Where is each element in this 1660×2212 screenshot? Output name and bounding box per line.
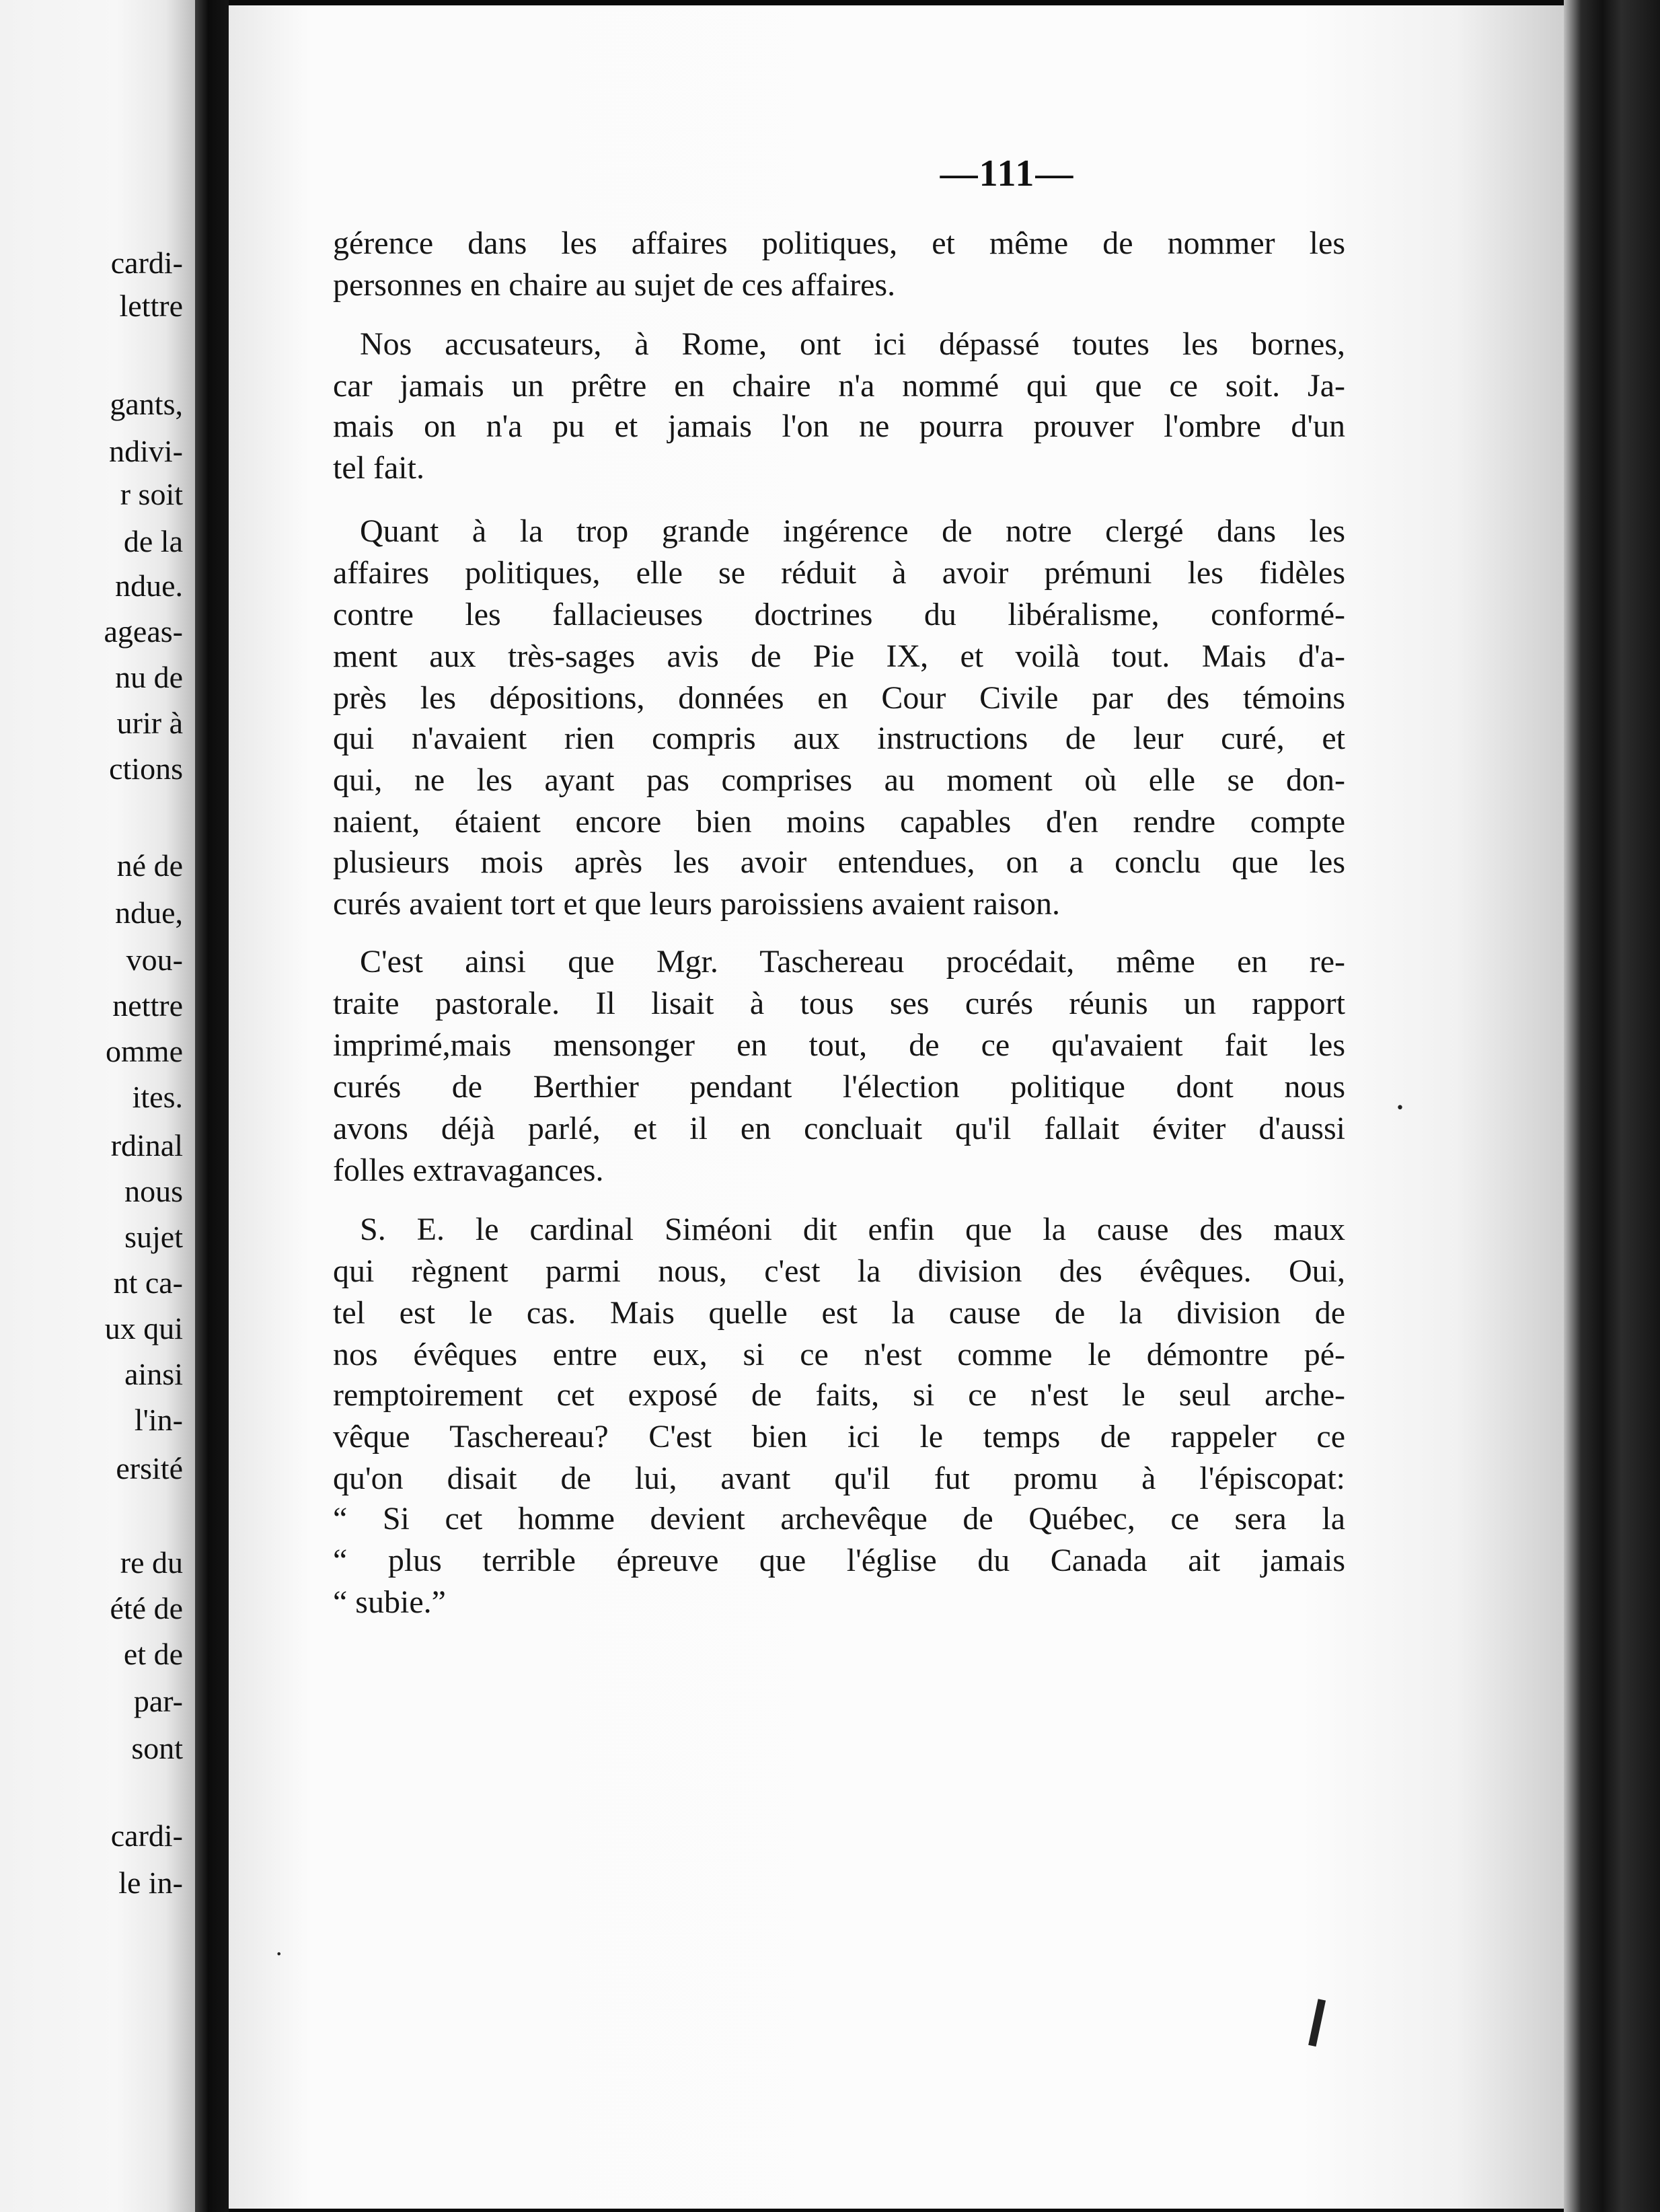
facing-page-text: omme: [106, 1034, 183, 1068]
text-line: affaires politiques, elle se réduit à avoir prémuni les fidèles: [333, 555, 1345, 591]
facing-page-text: l'in-: [134, 1403, 183, 1437]
text-line: curés avaient tort et que leurs paroissiens avaient raison.: [333, 886, 1060, 922]
ink-speck: ❙: [1293, 1987, 1343, 2051]
text-line: près les dépositions, données en Cour Civile par des témoins: [333, 680, 1345, 716]
facing-page-text: nettre: [112, 988, 183, 1023]
facing-page-text: re du: [120, 1545, 183, 1580]
text-line: curés de Berthier pendant l'élection politique dont nous: [333, 1069, 1345, 1105]
facing-page-text: ersité: [116, 1451, 183, 1485]
facing-page-text: par-: [133, 1684, 183, 1718]
facing-page-text: urir à: [116, 706, 183, 740]
facing-page-text: ndivi-: [109, 434, 183, 468]
book-page: [229, 5, 1564, 2209]
facing-page-text: ndue,: [115, 895, 183, 930]
text-line: contre les fallacieuses doctrines du libéralisme, conformé-: [333, 597, 1345, 632]
text-line: traite pastorale. Il lisait à tous ses curés réunis un rapport: [333, 986, 1345, 1021]
facing-page-text: été de: [110, 1591, 183, 1625]
text-line: gérence dans les affaires politiques, et même de nommer les: [333, 225, 1345, 261]
facing-page-text: r soit: [120, 477, 183, 511]
facing-page-text: ainsi: [124, 1357, 183, 1391]
facing-page-text: cardi-: [110, 246, 183, 280]
facing-page-text: gants,: [110, 387, 183, 421]
facing-page-text: lettre: [119, 289, 183, 323]
facing-page-text: cardi-: [110, 1818, 183, 1853]
text-line: Nos accusateurs, à Rome, ont ici dépassé toutes les bornes,: [360, 326, 1345, 362]
facing-page-text: nt ca-: [113, 1265, 183, 1300]
text-line: plusieurs mois après les avoir entendues, on a conclu que les: [333, 844, 1345, 880]
text-line: remptoirement cet exposé de faits, si ce n'est le seul arche-: [333, 1377, 1345, 1413]
text-line: tel est le cas. Mais quelle est la cause de la division de: [333, 1295, 1345, 1331]
page-number: —111—: [940, 153, 1075, 194]
text-line: naient, étaient encore bien moins capables d'en rendre compte: [333, 804, 1345, 840]
ink-speck: •: [276, 1948, 282, 1960]
facing-page-text: ites.: [132, 1080, 183, 1114]
text-line: mais on n'a pu et jamais l'on ne pourra prouver l'ombre d'un: [333, 408, 1345, 444]
text-line: qui règnent parmi nous, c'est la division des évêques. Oui,: [333, 1253, 1345, 1289]
text-line: “ plus terrible épreuve que l'église du Canada ait jamais: [333, 1543, 1345, 1578]
facing-page-text: sont: [131, 1731, 183, 1765]
facing-page-text: vou-: [126, 943, 183, 977]
text-line: S. E. le cardinal Siméoni dit enfin que la cause des maux: [360, 1212, 1345, 1247]
text-line: vêque Taschereau? C'est bien ici le temps de rappeler ce: [333, 1419, 1345, 1454]
facing-page-text: ndue.: [115, 568, 183, 603]
facing-page-text: ux qui: [104, 1311, 183, 1345]
text-line: Quant à la trop grande ingérence de notre clergé dans les: [360, 513, 1345, 549]
facing-page-text: ageas-: [104, 614, 183, 649]
text-line: nos évêques entre eux, si ce n'est comme le démontre pé-: [333, 1337, 1345, 1372]
text-line: personnes en chaire au sujet de ces affaires.: [333, 267, 896, 303]
text-line: qu'on disait de lui, avant qu'il fut promu à l'épiscopat:: [333, 1461, 1345, 1496]
facing-page-fragment: [0, 0, 195, 2212]
text-line: ment aux très-sages avis de Pie IX, et voilà tout. Mais d'a-: [333, 638, 1345, 674]
facing-page-text: de la: [123, 524, 183, 558]
facing-page-text: nu de: [115, 660, 183, 694]
facing-page-text: sujet: [124, 1220, 183, 1254]
text-line: “ Si cet homme devient archevêque de Québec, ce sera la: [333, 1501, 1345, 1537]
facing-page-text: et de: [123, 1637, 183, 1671]
text-line: qui n'avaient rien compris aux instructions de leur curé, et: [333, 721, 1345, 756]
text-line: folles extravagances.: [333, 1152, 604, 1188]
text-line: “ subie.”: [333, 1584, 446, 1620]
text-line: car jamais un prêtre en chaire n'a nommé qui que ce soit. Ja-: [333, 368, 1345, 404]
book-gutter: [195, 0, 229, 2212]
facing-page-text: nous: [124, 1174, 183, 1208]
ink-speck: •: [1396, 1100, 1404, 1117]
text-line: qui, ne les ayant pas comprises au moment où elle se don-: [333, 762, 1345, 798]
text-line: imprimé,mais mensonger en tout, de ce qu'avaient fait les: [333, 1027, 1345, 1063]
text-line: C'est ainsi que Mgr. Taschereau procédait, même en re-: [360, 944, 1345, 980]
page-edge-shadow: [1564, 0, 1660, 2212]
facing-page-text: né de: [116, 848, 183, 883]
facing-page-text: rdinal: [110, 1128, 183, 1163]
text-line: tel fait.: [333, 450, 424, 486]
facing-page-text: ctions: [109, 751, 183, 786]
text-line: avons déjà parlé, et il en concluait qu'il fallait éviter d'aussi: [333, 1111, 1345, 1146]
facing-page-text: le in-: [118, 1866, 183, 1900]
